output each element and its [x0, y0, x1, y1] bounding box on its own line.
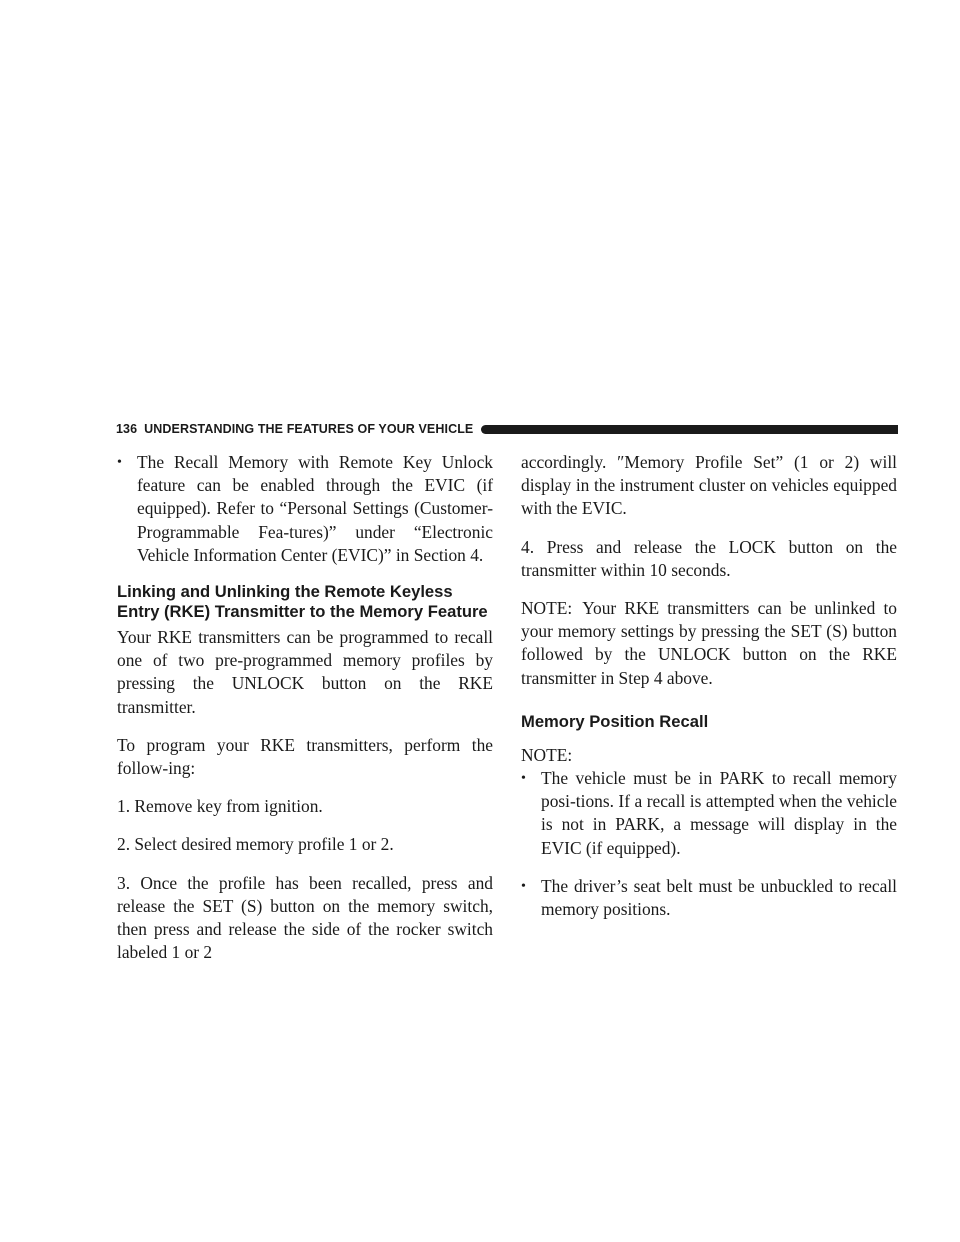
paragraph: To program your RKE transmitters, perform the follow-ing:: [117, 734, 493, 779]
right-column: [521, 451, 897, 936]
running-header-title: UNDERSTANDING THE FEATURES OF YOUR VEHICLE: [144, 422, 474, 436]
bullet-icon: •: [117, 455, 122, 470]
step-3-continued: accordingly. ″Memory Profile Set” (1 or 2) will display in the instrument cluster on vehicles equipped with the EVIC.: [521, 452, 897, 519]
section-heading-recall: Memory Position Recall: [521, 711, 709, 731]
list-item: [521, 767, 897, 860]
page-number: 136: [116, 422, 138, 436]
bullet-icon: •: [521, 878, 526, 894]
list-item: [521, 875, 897, 921]
step-4: 4. Press and release the LOCK button on the transmitter within 10 seconds.: [521, 536, 897, 580]
bullet-text: The vehicle must be in PARK to recall memory posi-tions. If a recall is attempted when the vehicle is not in PARK, a message will display in the EVIC (if equipped).: [541, 768, 897, 858]
step-1: 1. Remove key from ignition.: [117, 796, 323, 817]
list-item: [117, 451, 493, 567]
left-column: [117, 451, 493, 964]
note-label: NOTE:: [521, 598, 573, 619]
bullet-text: The Recall Memory with Remote Key Unlock feature can be enabled through the EVIC (if equipped). Refer to “Personal Settings (Customer-Programmable Fea-tures)” under “Electronic Vehicle Information Center (EVIC)” in Section 4.: [137, 452, 493, 565]
page-header: [116, 421, 898, 437]
bullet-icon: •: [521, 771, 526, 787]
header-rule: [481, 425, 898, 434]
step-3: 3. Once the profile has been recalled, press and release the SET (S) button on the memory switch, then press and release the side of the rocker switch labeled 1 or 2: [117, 872, 493, 963]
paragraph: Your RKE transmitters can be programmed to recall one of two pre-programmed memory profiles by pressing the UNLOCK button on the RKE transmitter.: [117, 627, 493, 717]
note-label-2: NOTE:: [521, 744, 573, 765]
section-heading-linking: Linking and Unlinking the Remote Keyless Entry (RKE) Transmitter to the Memory Feature: [117, 582, 488, 622]
bullet-text: The driver’s seat belt must be unbuckled to recall memory positions.: [541, 875, 897, 920]
step-2: 2. Select desired memory profile 1 or 2.: [117, 834, 394, 855]
note: [521, 597, 897, 690]
note-text: Your RKE transmitters can be unlinked to your memory settings by pressing the SET (S) button followed by the UNLOCK button on the RKE transmitter in Step 4 above.: [521, 598, 897, 688]
